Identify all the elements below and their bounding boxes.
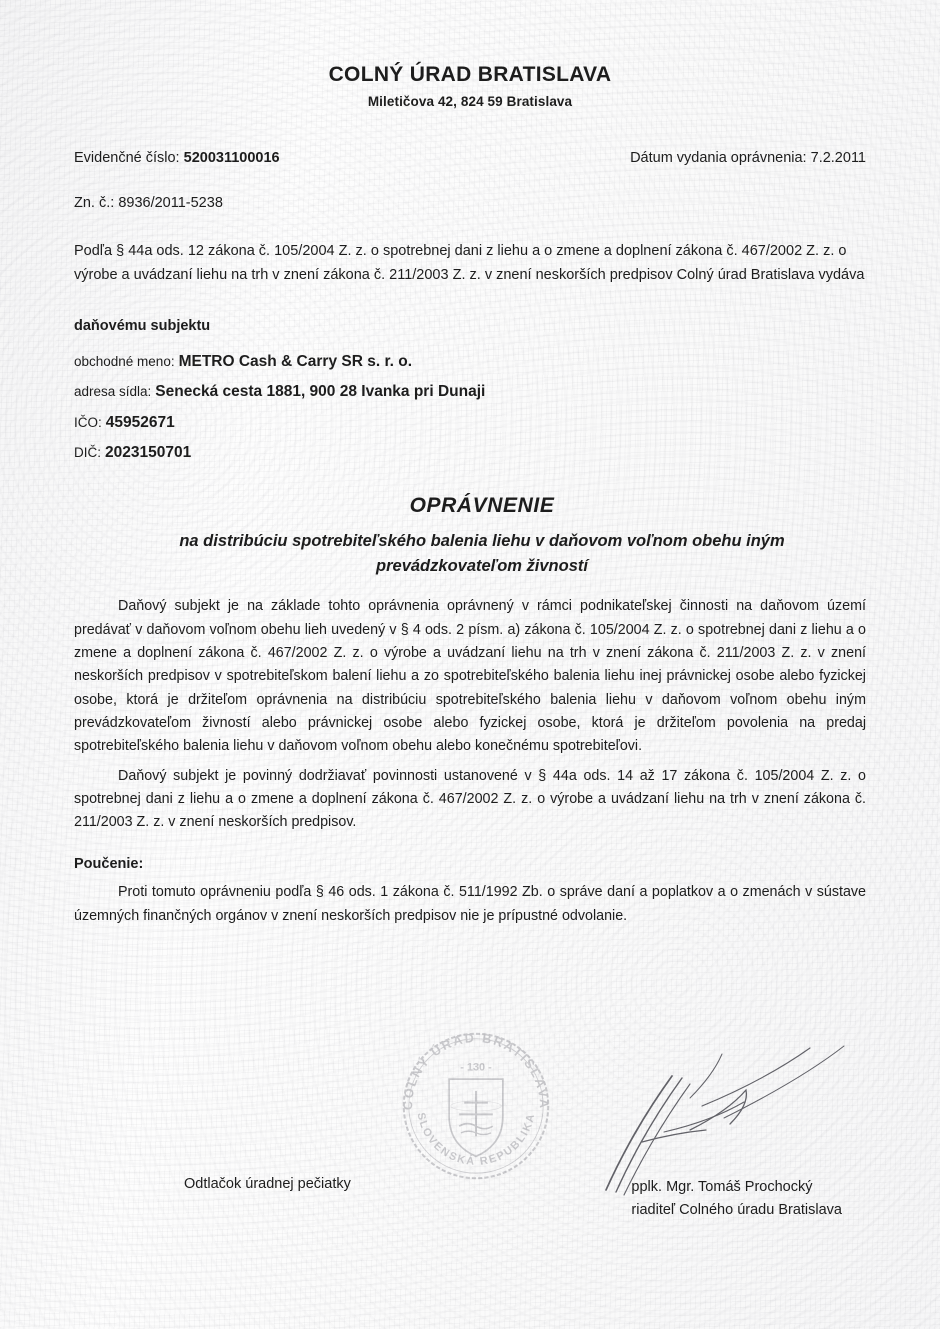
organization-name: COLNÝ ÚRAD BRATISLAVA bbox=[328, 63, 612, 86]
reference-number-field bbox=[74, 192, 223, 214]
notice-heading: Poučenie: bbox=[74, 856, 144, 873]
document-title: OPRÁVNENIE bbox=[409, 493, 555, 517]
document-title-block bbox=[74, 494, 866, 579]
official-seal-stamp-icon bbox=[392, 1022, 560, 1190]
record-number-value: 520031100016 bbox=[183, 150, 280, 167]
document-header bbox=[74, 62, 866, 109]
ico-label: IČO: bbox=[74, 414, 102, 430]
record-number-field bbox=[74, 147, 280, 169]
notice-block bbox=[74, 856, 866, 928]
document-body bbox=[74, 595, 866, 834]
record-number-label: Evidenčné číslo: bbox=[74, 150, 180, 167]
ico-row bbox=[74, 408, 866, 438]
svg-text:SLOVENSKÁ REPUBLIKA: SLOVENSKÁ REPUBLIKA bbox=[414, 1111, 538, 1169]
dic-value: 2023150701 bbox=[105, 443, 192, 461]
body-paragraph-2: Daňový subjekt je povinný dodržiavať povinnosti ustanovené v § 44a ods. 14 až 17 zákona č. 105/2004 Z. z. o spotrebnej dani z liehu a o zmene a doplnení zákona č. 467/2002 Z. z. o výrobe a uvádzaní liehu na trh v znení zákona č. 211/2003 Z. z. v znení neskorších predpisov. bbox=[74, 767, 866, 831]
signer-block bbox=[631, 1176, 842, 1222]
tax-subject-block bbox=[74, 318, 866, 468]
issue-date-label: Dátum vydania oprávnenia: bbox=[630, 150, 807, 167]
body-paragraph-1: Daňový subjekt je na základe tohto oprávnenia oprávnený v rámci podnikateľskej činnosti na daňovom území predávať v daňovom voľnom obehu lieh uvedený v § 4 ods. 2 písm. a) zákona č. 105/2004 Z. z. o spotrebnej dani z liehu a o zmene a doplnení zákona č. 467/2002 Z. z. o výrobe a uvádzaní liehu na trh v znení zákona č. 211/2003 Z. z. v znení neskorších predpisov v spotrebiteľskom balení liehu a zo spotrebiteľského balenia liehu inej právnickej osobe alebo fyzickej osobe, ktorá je držiteľom oprávnenia na distribúciu spotrebiteľského balenia liehu v daňovom voľnom obehu iným prevádzkovateľom živností alebo právnickej osobe alebo fyzickej osobe, ktorá je držiteľom povolenia na predaj spotrebiteľského balenia liehu v daňovom voľnom obehu alebo konečnému spotrebiteľovi. bbox=[74, 598, 866, 755]
metadata-row-reference bbox=[74, 192, 866, 214]
issue-date-field bbox=[630, 147, 866, 169]
document-content bbox=[0, 62, 940, 1256]
registered-address-row bbox=[74, 377, 866, 407]
svg-text:COLNÝ ÚRAD BRATISLAVA: COLNÝ ÚRAD BRATISLAVA bbox=[401, 1030, 551, 1111]
legal-basis-paragraph: Podľa § 44a ods. 12 zákona č. 105/2004 Z. z. o spotrebnej dani z liehu a o zmene a doplnení zákona č. 467/2002 Z. z. o výrobe a uvádzaní liehu na trh v znení zákona č. 211/2003 Z. z. v znení neskorších predpisov Colný úrad Bratislava vydáva bbox=[74, 243, 865, 283]
signer-name: pplk. Mgr. Tomáš Prochocký bbox=[631, 1179, 813, 1196]
metadata-block bbox=[74, 147, 866, 214]
svg-text:- 130 -: - 130 - bbox=[460, 1061, 492, 1074]
issue-date-value: 7.2.2011 bbox=[810, 150, 866, 167]
signer-title: riaditeľ Colného úradu Bratislava bbox=[631, 1202, 842, 1219]
document-subtitle: na distribúciu spotrebiteľského balenia liehu v daňovom voľnom obehu iným prevádzkovateľom živností bbox=[179, 531, 785, 575]
signature-row bbox=[74, 1176, 866, 1222]
business-name-value: METRO Cash & Carry SR s. r. o. bbox=[178, 353, 413, 371]
tax-subject-heading: daňovému subjektu bbox=[74, 318, 211, 335]
registered-address-label: adresa sídla: bbox=[74, 384, 152, 400]
dic-label: DIČ: bbox=[74, 444, 101, 460]
seal-caption: Odtlačok úradnej pečiatky bbox=[184, 1176, 351, 1193]
notice-paragraph: Proti tomuto oprávneniu podľa § 46 ods. 1 zákona č. 511/1992 Zb. o správe daní a poplatkov a o zmenách v sústave územných finančných orgánov v znení neskorších predpisov nie je prípustné odvolanie. bbox=[74, 884, 866, 924]
reference-number-value: 8936/2011-5238 bbox=[118, 194, 223, 211]
business-name-row bbox=[74, 347, 866, 377]
ico-value: 45952671 bbox=[105, 413, 175, 431]
dic-row bbox=[74, 438, 866, 468]
reference-number-label: Zn. č.: bbox=[74, 194, 115, 211]
signature-area bbox=[74, 1030, 866, 1256]
metadata-row-primary bbox=[74, 147, 866, 169]
organization-address: Miletičova 42, 824 59 Bratislava bbox=[367, 94, 573, 110]
business-name-label: obchodné meno: bbox=[74, 354, 175, 370]
registered-address-value: Senecká cesta 1881, 900 28 Ivanka pri Dunaji bbox=[155, 383, 486, 401]
